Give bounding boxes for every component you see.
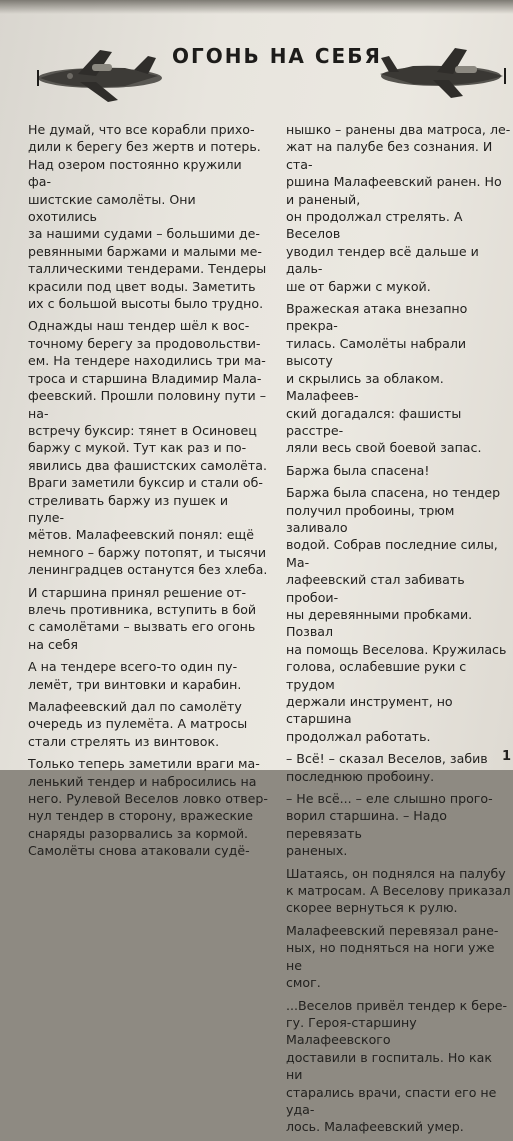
paragraph: Малафеевский дал по самолёту очередь из пулемёта. А матросы стали стрелять из винтовок.	[28, 699, 248, 749]
paragraph: Баржа была спасена!	[286, 462, 430, 478]
paragraph: Шатаясь, он поднялся на палубу к матросам. А Веселову приказал скорее вернуться к рулю.	[286, 865, 511, 916]
paragraph: Однажды наш тендер шёл к вос- точному берегу за продовольстви- ем. На тендере находились три ма- троса и старшина Владимир Мала- феевский. Прошли половину пути – на- встречу буксир: тянет в Осиновец баржу с мукой. Тут как раз и по- явились два фашистских самолёта. Враги заметили буксир и стали об- стреливать баржу из пушек и пуле- мётов. Малафеевский понял: ещё немного – баржу потопят, и тысячи ленинградцев останутся без хлеба.	[28, 318, 268, 578]
text-column-left	[28, 121, 268, 865]
paragraph: ...Веселов привёл тендер к бере- гу. Героя-старшину Малафеевского доставили в госпиталь. Но как ни старались врачи, спасти его не уда- лось. Малафеевский умер.	[286, 997, 508, 1135]
fighter-plane-right-icon	[375, 38, 510, 104]
paragraph: – Всё! – сказал Веселов, забив последнюю пробоину.	[286, 751, 488, 784]
page-title: ОГОНЬ НА СЕБЯ	[172, 44, 382, 68]
chapter-header	[0, 0, 513, 120]
paragraph: Вражеская атака внезапно прекра- тилась. Самолёты набрали высоту и скрылись за облаком. Малафеев- ский догадался: фашисты расстре- ляли весь свой боевой запас.	[286, 301, 482, 456]
paragraph: – Не всё... – еле слышно прого- ворил старшина. – Надо перевязать раненых.	[286, 791, 493, 859]
paragraph: Баржа была спасена, но тендер получил пробоины, трюм заливало водой. Собрав последние силы, Ма- лафеевский стал забивать пробои- ны деревянными пробками. Позвал на помощь Веселова. Кружилась голова, ослабевшие руки с трудом держали инструмент, но старшина продолжал работать.	[286, 485, 507, 744]
paragraph: И старшина принял решение от- влечь противника, вступить в бой с самолётами – вызвать его огонь на себя	[28, 584, 257, 652]
paragraph: А на тендере всего-то один пу- лемёт, три винтовки и карабин.	[28, 659, 242, 692]
text-column-right	[286, 121, 511, 1141]
paragraph: Только теперь заметили враги ма- ленький тендер и набросились на него. Рулевой Веселов ловко отвер- нул тендер в сторону, вражеские снаряды разорвались за кормой. Самолёты снова атаковали судё-	[28, 756, 268, 859]
fighter-plane-left-icon	[30, 38, 170, 108]
paragraph: нышко – ранены два матроса, ле- жат на палубе без сознания. И ста- ршина Малафеевский ранен. Но и раненый, он продолжал стрелять. А Веселов уводил тендер всё дальше и даль- ше от баржи с мукой.	[286, 122, 511, 294]
page-number: 1	[502, 749, 512, 764]
paragraph: Малафеевский перевязал ране- ных, но подняться на ноги уже не смог.	[286, 922, 499, 991]
paragraph: Не думай, что все корабли прихо- дили к берегу без жертв и потерь. Над озером постоянно кружили фа- шистские самолёты. Они охотились за нашими судами – большими де- ревянными баржами и малыми ме- таллическими тендерами. Тендеры красили под цвет воды. Заметить их с большой высоты было трудно.	[28, 122, 267, 312]
